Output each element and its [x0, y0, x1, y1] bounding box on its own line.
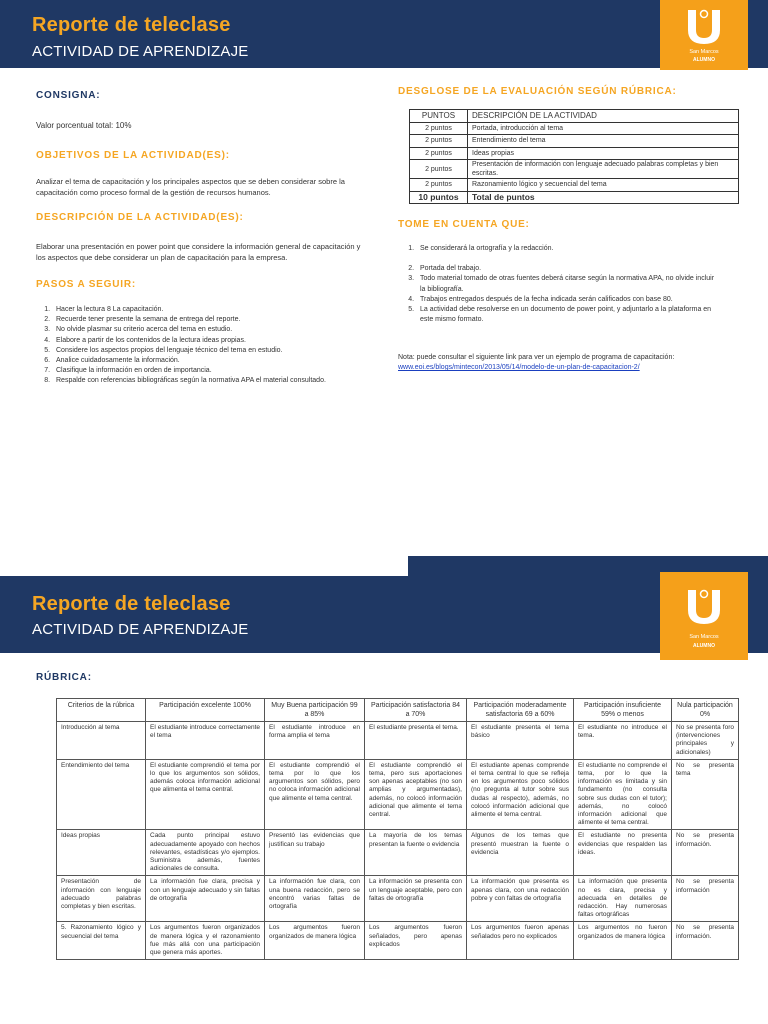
rubric-cell: El estudiante introduce en forma amplia el tema: [265, 722, 365, 760]
table-header-row: [410, 110, 739, 123]
university-logo-icon: [682, 8, 726, 46]
rubric-cell: Presentó las evidencias que justifican su trabajo: [265, 830, 365, 876]
capacitacion-link[interactable]: www.eoi.es/blogs/mintecon/2013/05/14/modelo-de-un-plan-de-capacitacion-2/: [398, 364, 640, 371]
list-item: 1. Hacer la lectura 8 La capacitación.: [52, 305, 364, 315]
rubric-cell: La información que presenta no es clara, precisa y adecuada en detalles de redacción. Hay numerosas faltas ortográficas: [574, 876, 672, 922]
desc-cell: Entendimiento del tema: [468, 135, 739, 148]
objetivos-text: Analizar el tema de capacitación y los principales aspectos que se deben considerar sobre la capacitación como proceso formal de la gestión de recursos humanos.: [36, 177, 345, 197]
total-label: Total de puntos: [468, 191, 739, 204]
rubric-cell: La información se presenta con un lenguaje aceptable, pero con faltas de ortografía: [365, 876, 467, 922]
rubric-header-row: [57, 699, 739, 722]
logo-top: [660, 0, 748, 70]
logo-subtext: ALUMNO: [693, 643, 715, 649]
rubric-cell: Cada punto principal estuvo adecuadamente apoyado con hechos relevantes, estadísticas y/o ejemplos. Suministra además, fuentes adicionales de consulta.: [146, 830, 265, 876]
second-banner: [0, 576, 768, 653]
logo-text: San Marcos: [689, 49, 719, 55]
total-points: 10 puntos: [410, 191, 468, 204]
table-row: [410, 147, 739, 160]
points-cell: 2 puntos: [410, 179, 468, 192]
list-item: 4. Elabore a partir de los contenidos de la lectura ideas propias.: [52, 336, 364, 346]
points-table: [409, 109, 739, 204]
rubric-cell: El estudiante comprendió el tema, pero sus aportaciones son apenas aceptables (no son amplias y argumentadas), además, no colocó información adicional que alimente el tema central.: [365, 759, 467, 830]
desc-cell: Portada, introducción al tema: [468, 122, 739, 135]
rubric-header: Criterios de la rúbrica: [57, 699, 146, 722]
pasos-list: [34, 305, 364, 387]
table-row: [57, 922, 739, 960]
table-row: [57, 722, 739, 760]
rubric-cell: La mayoría de los temas presentan la fuente o evidencia: [365, 830, 467, 876]
list-item: 4. Trabajos entregados después de la fecha indicada serán calificados con base 80.: [416, 295, 718, 305]
table-row: [57, 759, 739, 830]
list-item: 3. No olvide plasmar su criterio acerca del tema en estudio.: [52, 325, 364, 335]
list-item: 3. Todo material tomado de otras fuentes deberá citarse según la normativa APA, no olvide incluir la bibliografía.: [416, 274, 718, 294]
rubric-cell: Los argumentos fueron organizados de manera lógica y el razonamiento fue más allá con una participación que genera más aportes.: [146, 922, 265, 960]
list-item: 2. Portada del trabajo.: [416, 264, 718, 274]
table-row: [410, 160, 739, 179]
rubric-cell: El estudiante no presenta evidencias que respalden las ideas.: [574, 830, 672, 876]
valor-value: 10%: [115, 121, 132, 130]
desc-cell: Razonamiento lógico y secuencial del tema: [468, 179, 739, 192]
total-row: [410, 191, 739, 204]
rubric-cell: No se presenta foro (intervenciones principales y adicionales): [672, 722, 739, 760]
objetivos-heading: OBJETIVOS DE LA ACTIVIDAD(ES):: [36, 150, 230, 161]
rubric-cell: Ideas propias: [57, 830, 146, 876]
logo-bottom: [660, 572, 748, 660]
rubric-header: Participación moderadamente satisfactoria 69 a 60%: [467, 699, 574, 722]
rubric-cell: La información fue clara, precisa y con un lenguaje adecuado y sin faltas de ortografía: [146, 876, 265, 922]
points-cell: 2 puntos: [410, 135, 468, 148]
desc-cell: Presentación de información con lenguaje adecuado palabras completas y bien escritas.: [468, 160, 739, 179]
pasos-heading: PASOS A SEGUIR:: [36, 279, 136, 290]
rubric-cell: El estudiante no introduce el tema.: [574, 722, 672, 760]
consigna-heading: CONSIGNA:: [36, 90, 101, 101]
list-item: 1. Se considerará la ortografía y la redacción.: [416, 244, 718, 254]
rubric-cell: El estudiante comprendió el tema por lo que los argumentos son sólidos, además coloca información adicional que alimenta el tema central.: [146, 759, 265, 830]
rubric-cell: El estudiante presenta el tema.: [365, 722, 467, 760]
list-item: 5. Considere los aspectos propios del lenguaje técnico del tema en estudio.: [52, 346, 364, 356]
points-cell: 2 puntos: [410, 160, 468, 179]
table-row: [57, 830, 739, 876]
university-logo-icon: [682, 588, 726, 626]
col-desc-header: DESCRIPCIÓN DE LA ACTIVIDAD: [468, 110, 739, 123]
desglose-heading: DESGLOSE DE LA EVALUACIÓN SEGÚN RÚBRICA:: [398, 86, 677, 97]
banner-subtitle: ACTIVIDAD DE APRENDIZAJE: [32, 43, 249, 60]
rubric-cell: No se presenta información.: [672, 922, 739, 960]
rubric-header: Participación excelente 100%: [146, 699, 265, 722]
desc-cell: Ideas propias: [468, 147, 739, 160]
logo-subtext: ALUMNO: [693, 57, 715, 63]
valor-porcentual: [36, 120, 131, 131]
rubric-header: Participación insuficiente 59% o menos: [574, 699, 672, 722]
tome-heading: TOME EN CUENTA QUE:: [398, 219, 530, 230]
rubric-cell: La información fue clara, con una buena redacción, pero se encontró varias faltas de ortografía: [265, 876, 365, 922]
banner-title: Reporte de teleclase: [32, 593, 231, 615]
banner-title: Reporte de teleclase: [32, 14, 231, 36]
rubric-header: Participación satisfactoria 84 a 70%: [365, 699, 467, 722]
tome-list: [398, 244, 718, 325]
rubric-cell: Algunos de los temas que presentó muestran la fuente o evidencia: [467, 830, 574, 876]
rubric-cell: Entendimiento del tema: [57, 759, 146, 830]
table-row: [57, 876, 739, 922]
points-cell: 2 puntos: [410, 147, 468, 160]
descripcion-text: Elaborar una presentación en power point que considere la información general de capacitación y los aspectos que debe considerar un plan de capacitación para la empresa.: [36, 242, 361, 262]
rubric-cell: Presentación de información con lenguaje adecuado palabras completas y bien escritas.: [57, 876, 146, 922]
rubric-cell: No se presenta información: [672, 876, 739, 922]
rubric-header: Nula participación 0%: [672, 699, 739, 722]
top-banner: [0, 0, 768, 68]
valor-label: Valor porcentual total:: [36, 121, 114, 130]
rubric-cell: La información que presenta es apenas clara, con una redacción pobre y con faltas de ortografía: [467, 876, 574, 922]
list-item: 2. Recuerde tener presente la semana de entrega del reporte.: [52, 315, 364, 325]
rubric-cell: El estudiante no comprende el tema, por lo que la información es limitada y sin fundamento (no consulta sobre sus dudas con el tutor); además, no colocó información adicional que alimente el tema central.: [574, 759, 672, 830]
list-item: 7. Clasifique la información en orden de importancia.: [52, 366, 364, 376]
rubric-cell: El estudiante apenas comprende el tema central lo que se refleja en los argumentos poco sólidos (no pregunta al tutor sobre sus dudas al respecto), además, no colocó información adicional que alimente el tema central.: [467, 759, 574, 830]
descripcion-heading: DESCRIPCIÓN DE LA ACTIVIDAD(ES):: [36, 212, 244, 223]
banner-subtitle: ACTIVIDAD DE APRENDIZAJE: [32, 621, 249, 638]
rubric-cell: 5. Razonamiento lógico y secuencial del tema: [57, 922, 146, 960]
rubric-cell: No se presenta tema: [672, 759, 739, 830]
table-row: [410, 179, 739, 192]
list-item: 5. La actividad debe resolverse en un documento de power point, y adjuntarlo a la plataforma en este mismo formato.: [416, 305, 718, 325]
list-item: 6. Analice cuidadosamente la información.: [52, 356, 364, 366]
rubric-table: [56, 698, 739, 960]
tome-note: Nota: puede consultar el siguiente link para ver un ejemplo de programa de capacitación:: [398, 354, 675, 361]
rubric-cell: Los argumentos fueron apenas señalados pero no explicados: [467, 922, 574, 960]
rubric-cell: Los argumentos fueron señalados, pero apenas explicados: [365, 922, 467, 960]
rubric-cell: El estudiante comprendió el tema por lo que los argumentos son sólidos, pero no coloca información adicional que alimente el tema central.: [265, 759, 365, 830]
list-item: 8. Respalde con referencias bibliográficas según la normativa APA el material consultado.: [52, 376, 364, 386]
table-row: [410, 122, 739, 135]
col-points-header: PUNTOS: [410, 110, 468, 123]
points-cell: 2 puntos: [410, 122, 468, 135]
table-row: [410, 135, 739, 148]
rubric-cell: El estudiante introduce correctamente el tema: [146, 722, 265, 760]
rubric-cell: Los argumentos no fueron organizados de manera lógica: [574, 922, 672, 960]
rubric-cell: El estudiante presenta el tema básico: [467, 722, 574, 760]
rubric-cell: No se presenta información.: [672, 830, 739, 876]
rubric-cell: Los argumentos fueron organizados de manera lógica: [265, 922, 365, 960]
rubric-header: Muy Buena participación 99 a 85%: [265, 699, 365, 722]
rubric-cell: Introducción al tema: [57, 722, 146, 760]
rubrica-heading: RÚBRICA:: [36, 672, 92, 683]
logo-text: San Marcos: [689, 634, 719, 640]
